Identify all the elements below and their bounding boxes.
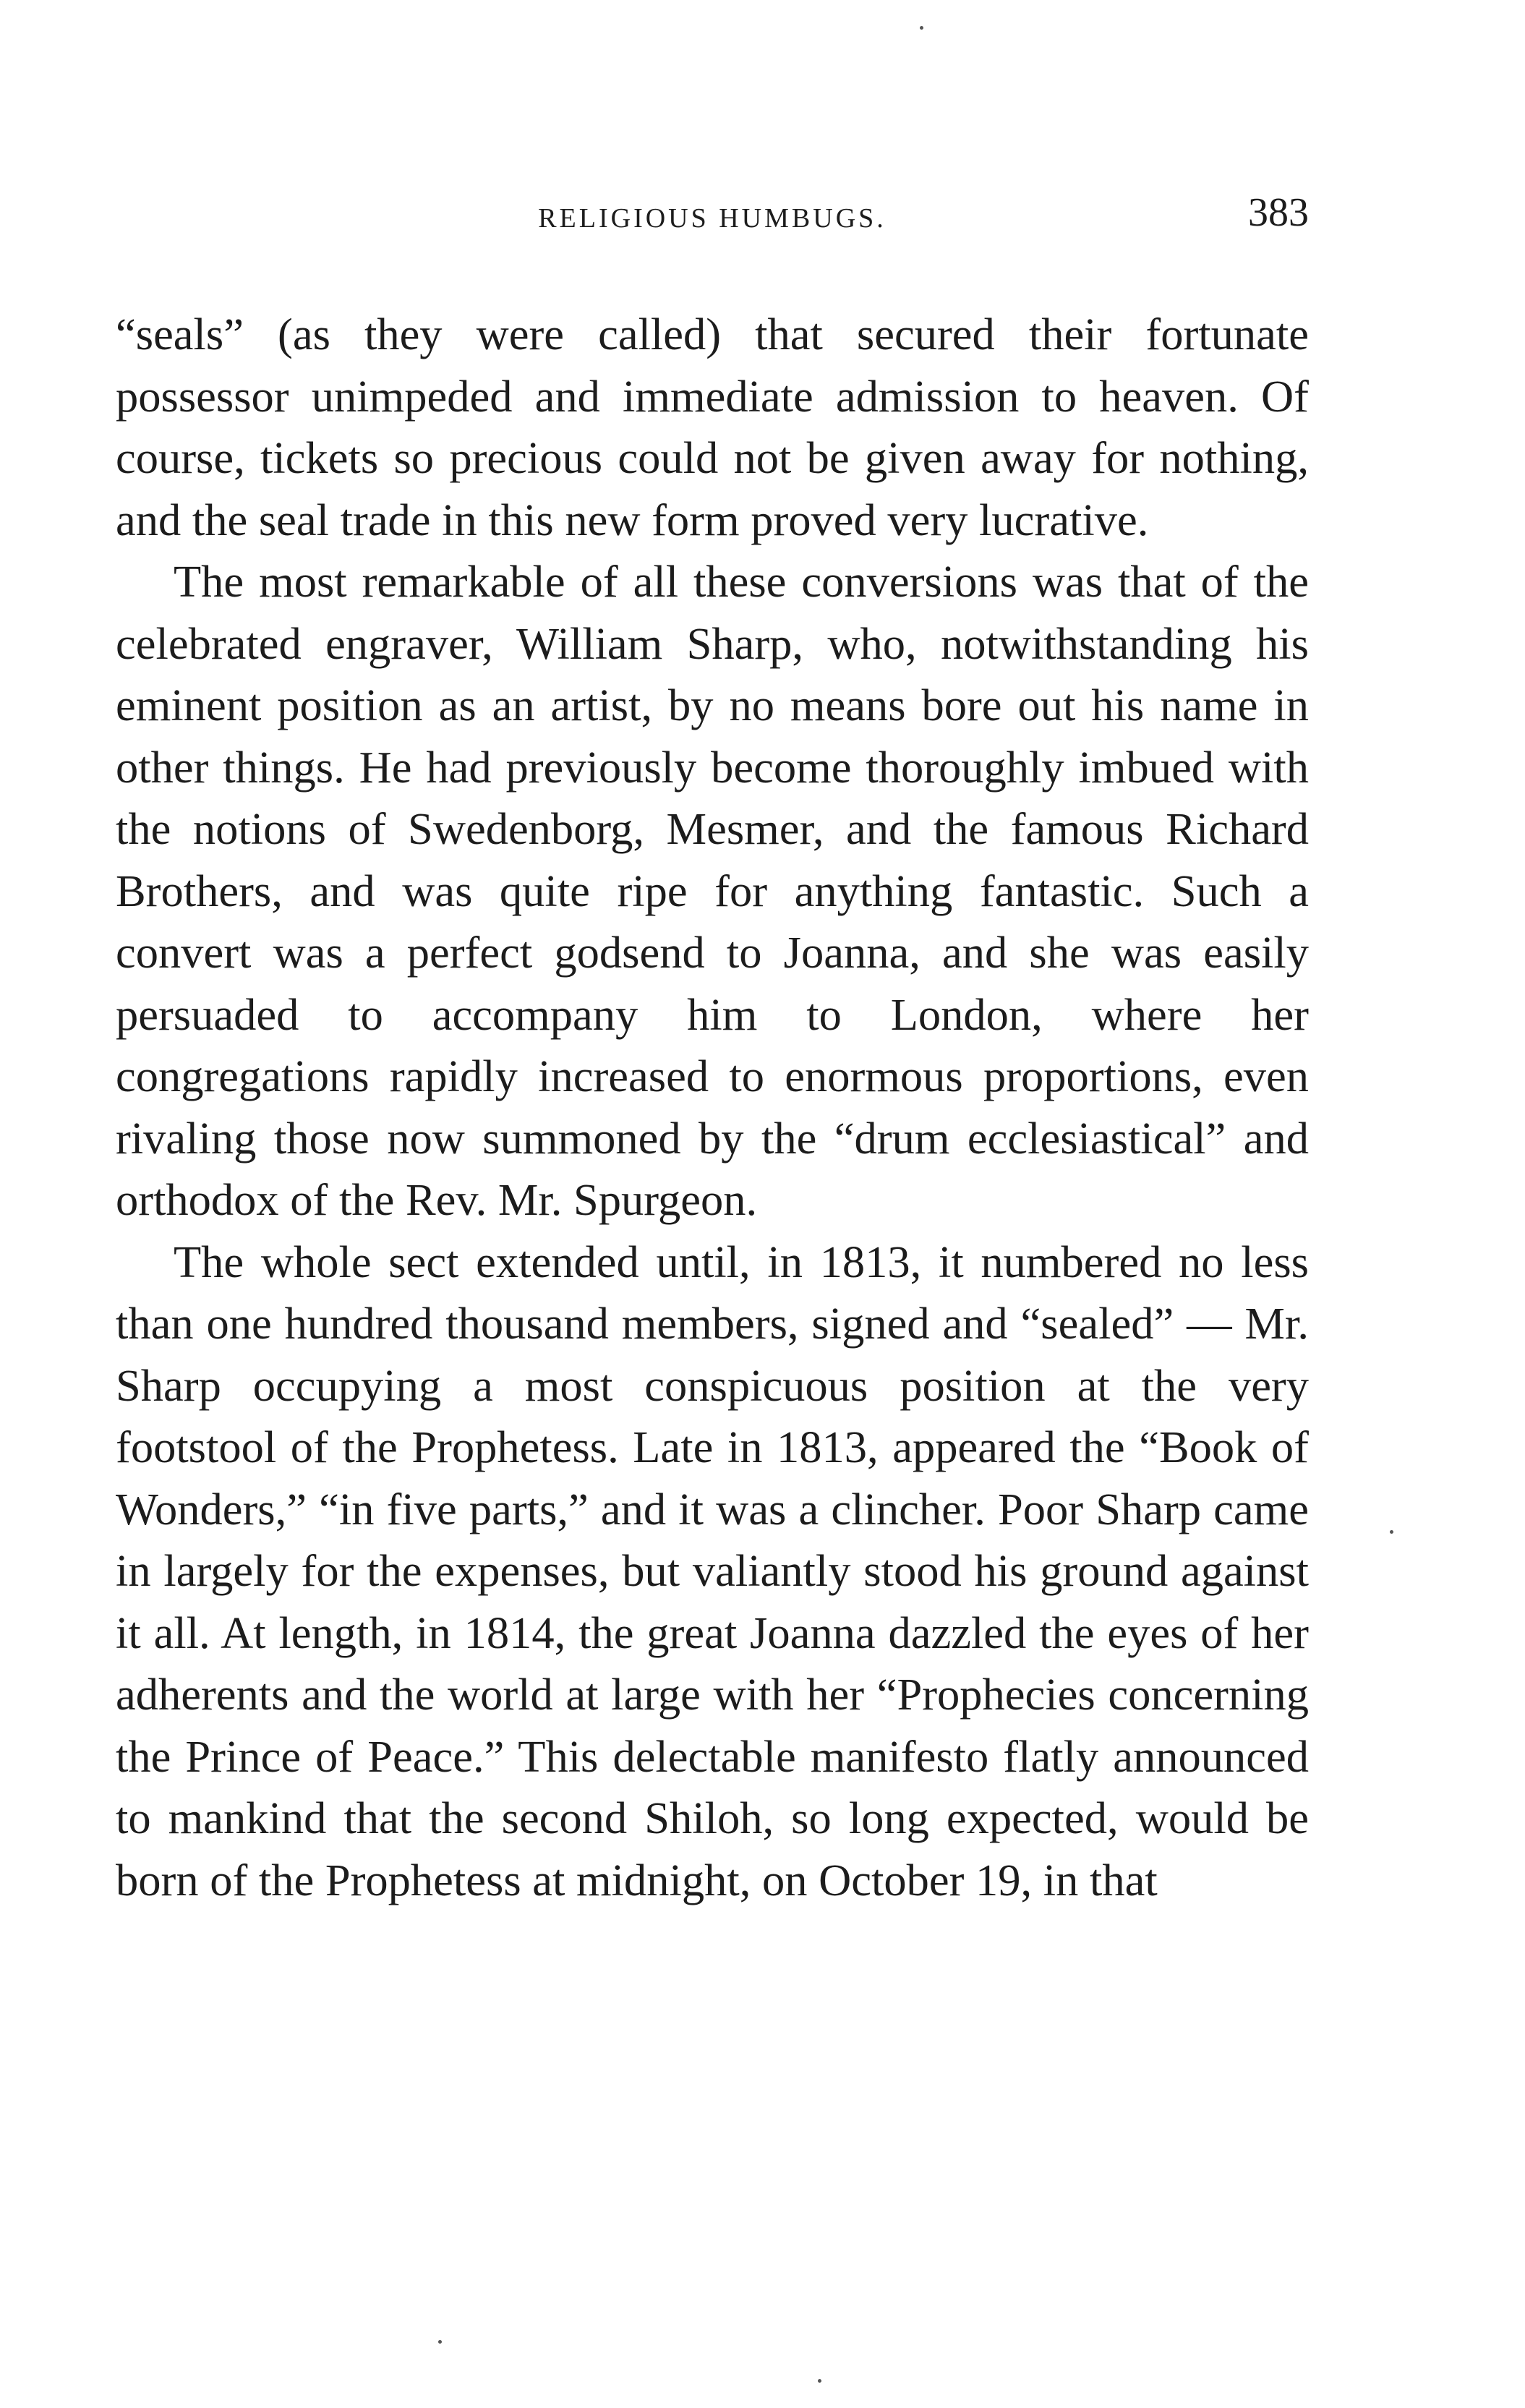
page-number: 383 — [1248, 190, 1309, 235]
body-text — [116, 304, 1309, 1911]
paper-speck — [920, 26, 923, 30]
paragraph-william-sharp: The most remarkable of all these conversions was that of the celebrated engraver, William Sharp, who, notwithstanding his eminent position as an artist, by no means bore out his name in other things. He had previously become thoroughly imbued with the notions of Swedenborg, Mesmer, and the famous Richard Brothers, and was quite ripe for anything fantastic. Such a convert was a perfect godsend to Joanna, and she was easily persuaded to accompany him to London, where her congregations rapidly increased to enormous proportions, even rivaling those now summoned by the “drum ecclesiastical” and orthodox of the Rev. Mr. Spurgeon. — [116, 556, 1309, 1225]
paper-speck — [1390, 1530, 1393, 1534]
paper-speck — [438, 2340, 442, 2344]
paragraph-continued: “seals” (as they were called) that secured their fortunate possessor unimpeded and immediate admission to heaven. Of course, tickets so precious could not be given away for nothing, and the seal trade in this new form proved very lucrative. — [116, 309, 1309, 545]
page-header — [116, 189, 1309, 247]
running-title: RELIGIOUS HUMBUGS. — [538, 203, 887, 234]
paragraph-sect-extended: The whole sect extended until, in 1813, it numbered no less than one hundred thousand members, signed and “sealed” — Mr. Sharp occupying a most conspicuous position at the very footstool of the Prophetess. Late in 1813, appeared the “Book of Wonders,” “in five parts,” and it was a clincher. Poor Sharp came in largely for the expenses, but valiantly stood his ground against it all. At length, in 1814, the great Joanna dazzled the eyes of her adherents and the world at large with her “Prophecies concerning the Prince of Peace.” This delectable manifesto flatly announced to mankind that the second Shiloh, so long expected, would be born of the Prophetess at midnight, on October 19, in that — [116, 1236, 1309, 1905]
paper-speck — [818, 2379, 821, 2383]
